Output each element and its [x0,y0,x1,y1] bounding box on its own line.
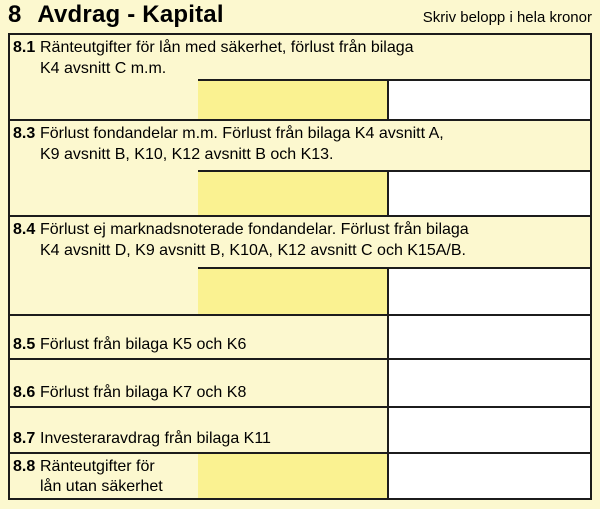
preprint-cell-8-4 [198,267,387,314]
amount-field-8-5[interactable] [387,316,590,358]
row-text [40,37,586,79]
spacer [10,267,198,314]
row-text [40,123,586,170]
row-text-line2: lån utan säkerhet [40,478,163,495]
row-text [40,335,383,355]
row-text-line1: Förlust från bilaga K5 och K6 [40,336,247,353]
preprint-cell-8-3 [198,170,387,215]
row-label [10,360,387,406]
row-text-line1: Förlust ej marknadsnoterade fondandelar. Förlust från bilaga [40,221,469,238]
row-text [40,457,198,498]
row-number: 8.6 [13,384,36,401]
preprint-cell-8-1 [198,79,387,119]
row-number: 8.5 [13,336,36,353]
row-number: 8.8 [13,458,36,475]
row-text-line1: Investeraravdrag från bilaga K11 [40,430,271,447]
row-label [10,121,590,170]
row-8-3 [10,121,590,217]
row-text [40,219,586,267]
row-text-line2: K9 avsnitt B, K10, K12 avsnitt B och K13. [40,146,334,163]
row-number: 8.4 [13,221,36,238]
row-label [10,217,590,267]
row-label [10,316,387,358]
row-8-4 [10,217,590,316]
amount-strip [10,267,590,314]
amount-field-8-3[interactable] [387,170,590,215]
row-number: 8.1 [13,39,36,56]
row-text-line1: Ränteutgifter för lån med säkerhet, förlust från bilaga [40,39,414,56]
spacer [10,170,198,215]
row-label [10,408,387,452]
amount-field-8-4[interactable] [387,267,590,314]
deduction-capital-table [8,33,592,500]
row-8-1 [10,35,590,121]
amount-field-8-7[interactable] [387,408,590,452]
amount-strip [10,79,590,119]
row-text-line2: K4 avsnitt D, K9 avsnitt B, K10A, K12 avsnitt C och K15A/B. [40,242,466,259]
preprint-cell-8-8 [198,454,387,498]
row-label [10,454,198,498]
spacer [10,79,198,119]
row-8-8 [10,454,590,498]
row-8-7 [10,408,590,454]
row-text [40,383,383,403]
row-8-5 [10,316,590,360]
row-number: 8.3 [13,125,36,142]
row-text-line1: Ränteutgifter för [40,458,155,475]
section-title: Avdrag - Kapital [37,1,224,28]
row-8-6 [10,360,590,408]
row-number: 8.7 [13,430,36,447]
row-text [40,429,383,449]
row-label [10,35,590,79]
amount-field-8-1[interactable] [387,79,590,119]
amount-strip [10,170,590,215]
amount-field-8-8[interactable] [387,454,590,498]
fill-instruction: Skriv belopp i hela kronor [422,9,592,26]
section-header [8,1,592,33]
amount-field-8-6[interactable] [387,360,590,406]
section-number: 8 [8,1,22,28]
row-text-line1: Förlust fondandelar m.m. Förlust från bilaga K4 avsnitt A, [40,125,444,142]
row-text-line1: Förlust från bilaga K7 och K8 [40,384,247,401]
row-text-line2: K4 avsnitt C m.m. [40,60,167,77]
